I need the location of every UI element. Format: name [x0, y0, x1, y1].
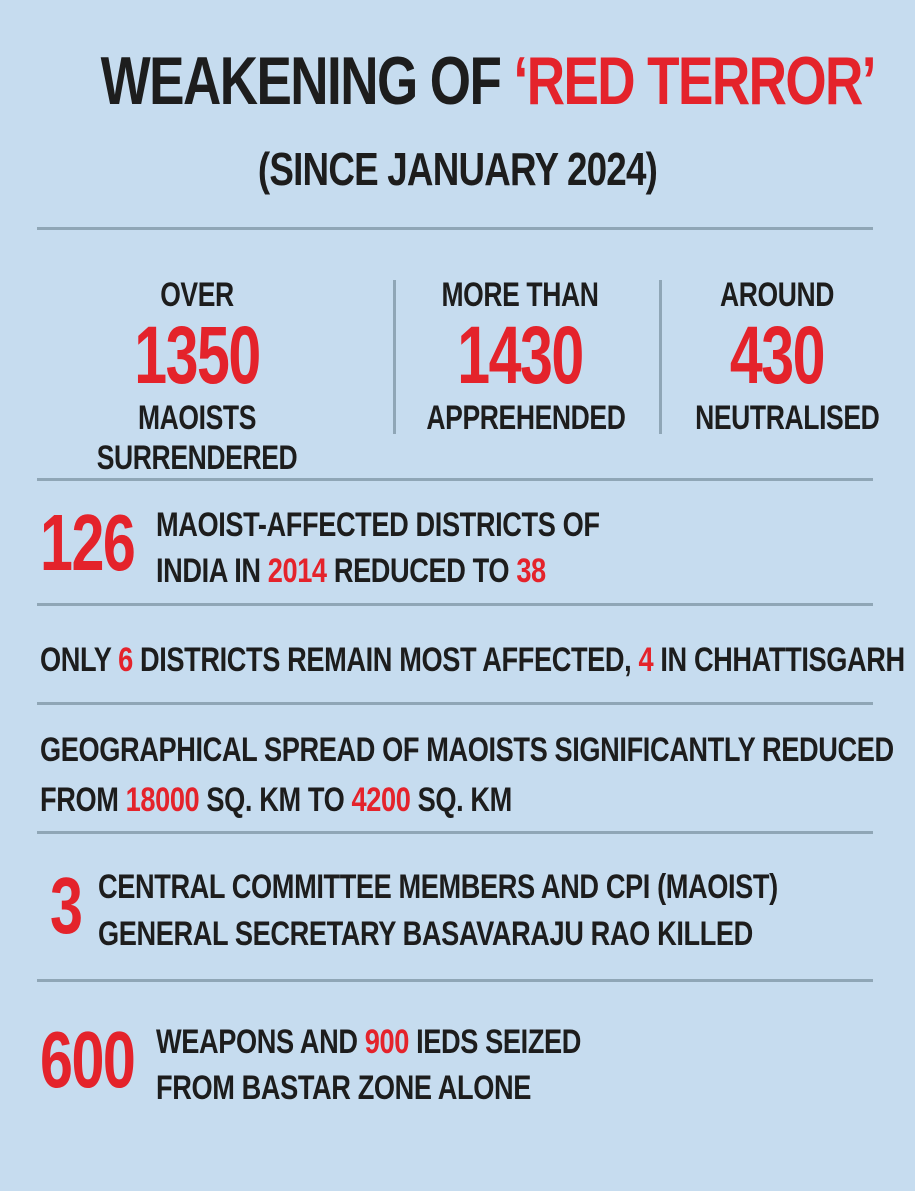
stat-label: MAOISTS SURRENDERED [96, 399, 298, 477]
districts-year: 2014 [267, 552, 327, 590]
spread-text: SQ. KM TO [199, 781, 352, 819]
spread-text: FROM [40, 781, 126, 819]
stat-label: NEUTRALISED [695, 399, 880, 437]
most-affected-text: ONLY [40, 641, 119, 679]
stat-label: APPREHENDED [426, 399, 626, 437]
spread-line-1: GEOGRAPHICAL SPREAD OF MAOISTS SIGNIFICANTLY REDUCED [40, 731, 894, 769]
weapons-line-2: FROM BASTAR ZONE ALONE [156, 1069, 532, 1107]
stat-neutralised [672, 276, 882, 438]
spread-to-value: 4200 [351, 781, 411, 819]
stat-prefix: MORE THAN [441, 276, 599, 314]
chhattisgarh-count: 4 [638, 641, 654, 679]
divider [37, 478, 873, 481]
districts-line-1: MAOIST-AFFECTED DISTRICTS OF [156, 506, 600, 544]
districts-text: INDIA IN [156, 552, 268, 590]
stat-number: 430 [729, 310, 825, 401]
districts-line-2 [156, 548, 546, 594]
most-affected-line [40, 637, 905, 683]
weapons-text: IEDS SEIZED [408, 1023, 582, 1061]
divider [37, 979, 873, 982]
stat-surrendered [32, 276, 362, 478]
stat-divider [659, 280, 662, 434]
most-affected-text: DISTRICTS REMAIN MOST AFFECTED, [132, 641, 639, 679]
divider [37, 227, 873, 230]
stat-prefix: OVER [160, 276, 234, 314]
divider [37, 603, 873, 606]
spread-from-value: 18000 [125, 781, 200, 819]
stat-number: 1350 [134, 310, 260, 401]
weapons-line-1 [156, 1019, 581, 1065]
title-part-1: WEAKENING OF [100, 43, 514, 119]
committee-number: 3 [50, 861, 82, 950]
page-subtitle: (SINCE JANUARY 2024) [257, 143, 658, 195]
divider [37, 831, 873, 834]
most-affected-count: 6 [118, 641, 133, 679]
divider [37, 702, 873, 705]
stat-number: 1430 [457, 310, 583, 401]
ieds-count: 900 [364, 1023, 409, 1061]
committee-line-1: CENTRAL COMMITTEE MEMBERS AND CPI (MAOIST) [98, 868, 778, 906]
stat-prefix: AROUND [719, 276, 835, 314]
districts-text: REDUCED TO [326, 552, 517, 590]
stat-apprehended [400, 276, 640, 438]
stat-divider [393, 280, 396, 434]
spread-text: SQ. KM [410, 781, 512, 819]
districts-number: 126 [40, 498, 135, 587]
most-affected-text: IN CHHATTISGARH [653, 641, 905, 679]
page-title [100, 40, 875, 122]
weapons-number: 600 [40, 1015, 135, 1104]
title-part-2: ‘RED TERROR’ [513, 43, 875, 119]
committee-line-2: GENERAL SECRETARY BASAVARAJU RAO KILLED [98, 915, 753, 953]
districts-count: 38 [516, 552, 546, 590]
weapons-text: WEAPONS AND [156, 1023, 365, 1061]
spread-line-2 [40, 777, 512, 823]
